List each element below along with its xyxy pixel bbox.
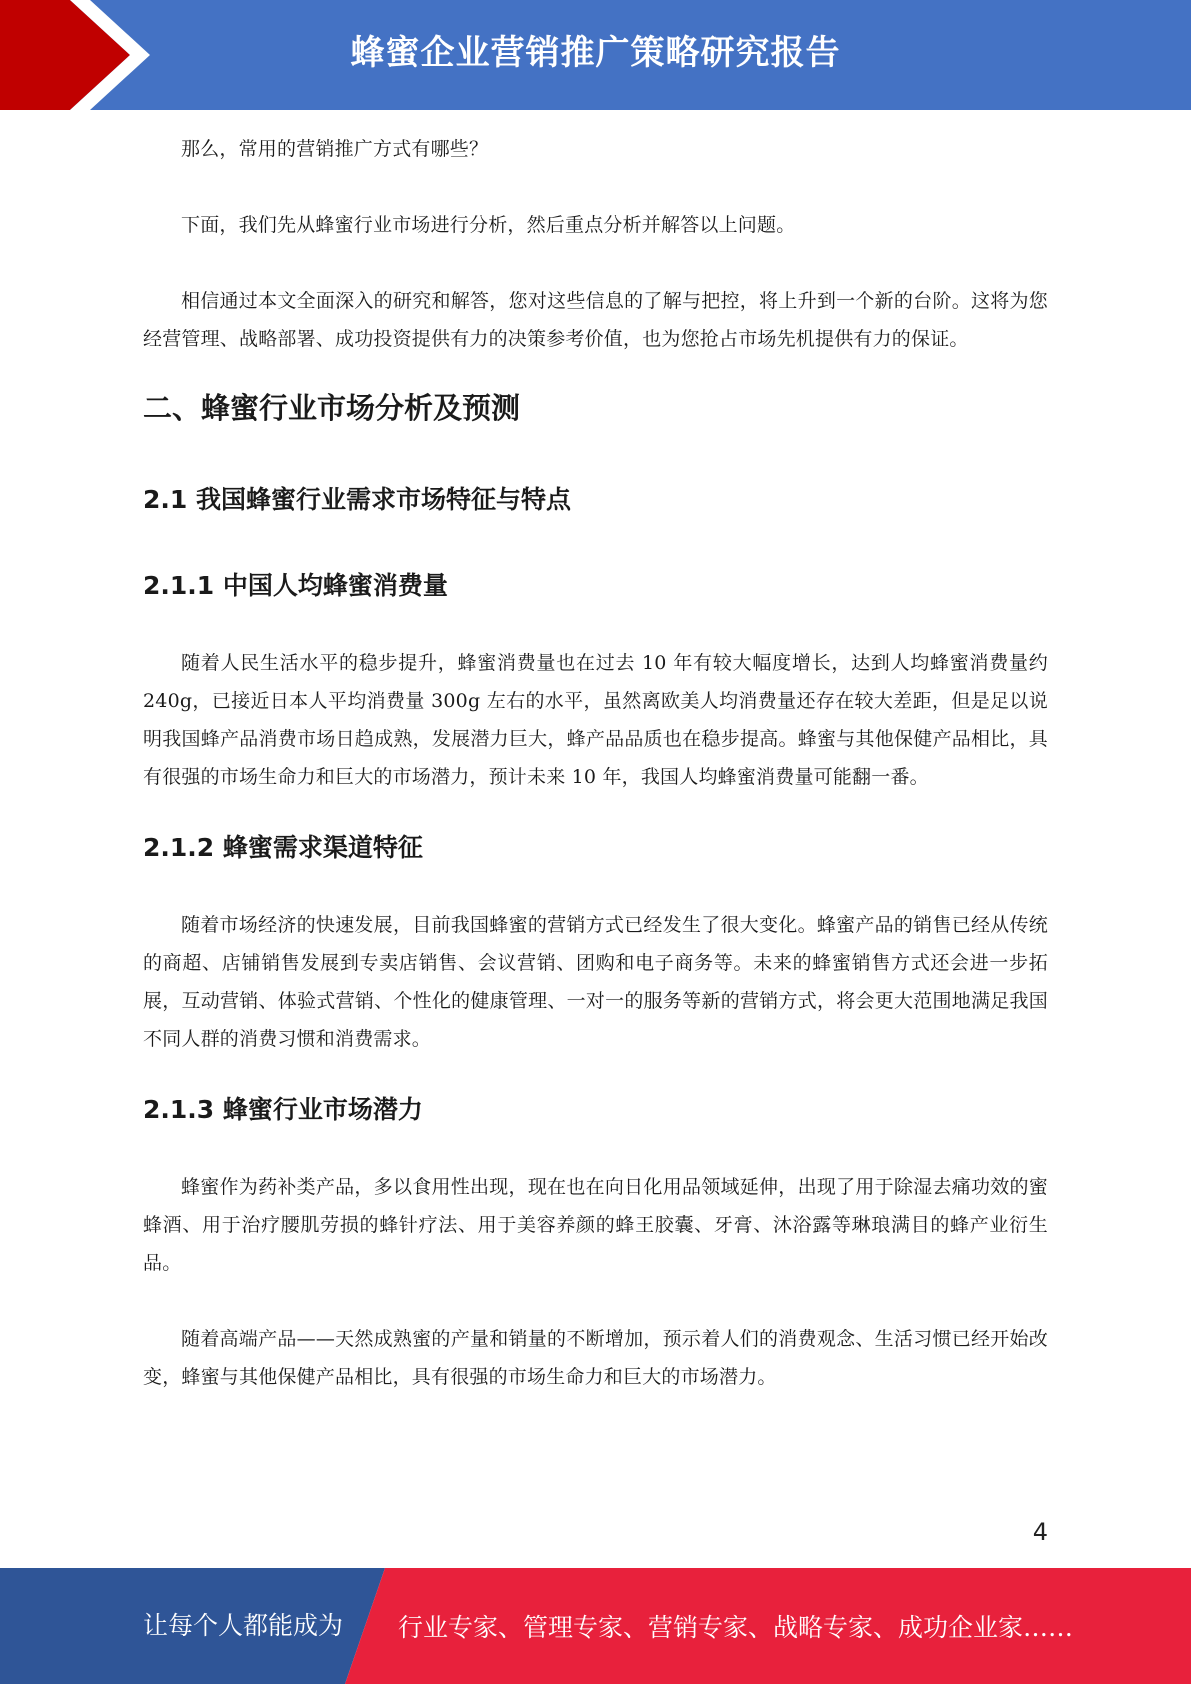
section-heading: 二、蜂蜜行业市场分析及预测 (143, 391, 521, 425)
header-banner (0, 0, 1191, 110)
subsection-heading: 2.1 我国蜂蜜行业需求市场特征与特点 (143, 485, 571, 514)
page-number: 4 (1032, 1518, 1048, 1546)
header-arrow-decoration (0, 0, 160, 110)
subsubsection-heading: 2.1.1 中国人均蜂蜜消费量 (143, 571, 448, 600)
paragraph: 随着人民生活水平的稳步提升，蜂蜜消费量也在过去 10 年有较大幅度增长，达到人均蜂蜜消费量约 240g，已接近日本人平均消费量 300g 左右的水平，虽然离欧美人均消费量还存在较大差距，但是足以说明我国蜂产品消费市场日趋成熟，发展潜力巨大，蜂产品品质也在稳步提高。蜂蜜与其他保健产品相比，具有很强的市场生命力和巨大的市场潜力，预计未来 10 年，我国人均蜂蜜消费量可能翻一番。 (143, 652, 1048, 788)
footer-banner (0, 1568, 1191, 1684)
paragraph: 下面，我们先从蜂蜜行业市场进行分析，然后重点分析并解答以上问题。 (181, 214, 796, 236)
subsubsection-heading: 2.1.3 蜂蜜行业市场潜力 (143, 1095, 423, 1124)
footer-slogan-right: 行业专家、管理专家、营销专家、战略专家、成功企业家…… (398, 1613, 1074, 1642)
subsubsection-heading: 2.1.2 蜂蜜需求渠道特征 (143, 833, 423, 862)
paragraph: 随着市场经济的快速发展，目前我国蜂蜜的营销方式已经发生了很大变化。蜂蜜产品的销售已经从传统的商超、店铺销售发展到专卖店销售、会议营销、团购和电子商务等。未来的蜂蜜销售方式还会进一步拓展，互动营销、体验式营销、个性化的健康管理、一对一的服务等新的营销方式，将会更大范围地满足我国不同人群的消费习惯和消费需求。 (143, 914, 1048, 1050)
paragraph: 蜂蜜作为药补类产品，多以食用性出现，现在也在向日化用品领域延伸，出现了用于除湿去痛功效的蜜蜂酒、用于治疗腰肌劳损的蜂针疗法、用于美容养颜的蜂王胶囊、牙膏、沐浴露等琳琅满目的蜂产业衍生品。 (143, 1176, 1048, 1274)
paragraph: 相信通过本文全面深入的研究和解答，您对这些信息的了解与把控，将上升到一个新的台阶。这将为您经营管理、战略部署、成功投资提供有力的决策参考价值，也为您抢占市场先机提供有力的保证。 (143, 290, 1048, 350)
document-body (143, 130, 1048, 1434)
paragraph: 那么，常用的营销推广方式有哪些？ (181, 138, 489, 160)
footer-slogan-left: 让每个人都能成为 (143, 1611, 344, 1640)
paragraph: 随着高端产品——天然成熟蜜的产量和销量的不断增加，预示着人们的消费观念、生活习惯已经开始改变，蜂蜜与其他保健产品相比，具有很强的市场生命力和巨大的市场潜力。 (143, 1328, 1048, 1388)
document-title: 蜂蜜企业营销推广策略研究报告 (350, 33, 841, 73)
